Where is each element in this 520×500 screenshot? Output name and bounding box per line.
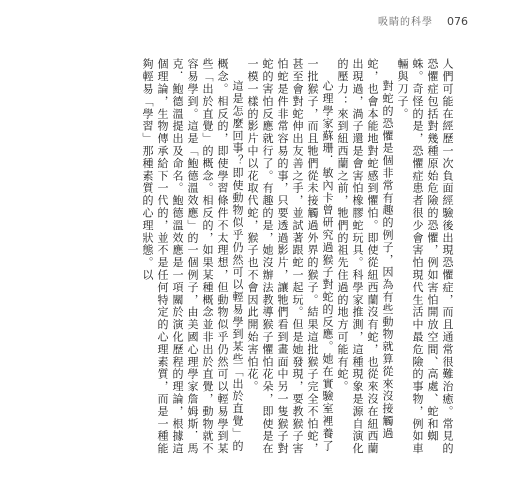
page-number: 076	[447, 15, 468, 28]
running-title: 吸睛的科學	[378, 17, 433, 28]
vertical-body-text	[63, 58, 455, 458]
paragraph: 這是怎麼回事？即使動物似乎仍然可以輕易學到某些「出於直覺」的概念。相反的，即使學習條件不太理想，但動物似乎仍然可以輕易學到某些「出於直覺」的概念。相反的，如果某種概念並非出於直覺，動物就不容易學到。這是「鮑德溫效應」的一個例子，由美國心理學家詹姆斯．馬克．鮑德溫提出及命名。鮑德溫效應是一項關於演化歷程的理論，根據這個理論，生物傳承給下一代的，並不是任何特定的心理素質，而是一種能夠輕易「學習」那種素質的心理狀態。以	[141, 58, 244, 455]
paragraph: 人們可能在經歷一次負面經驗後出現恐懼症，而且通常很難治癒。常見的恐懼症包括對幾種原始危險的恐懼，例如害怕開放空間、高處、蛇和蜘蛛。奇怪的是，恐懼症患者很少會害怕現代生活中最危險的事物，例如車輛與刀子。	[396, 58, 454, 455]
page-header	[378, 13, 468, 28]
paragraph: 對蛇的恐懼是個非常有趣的例子，因為有些動物就算從來沒接觸過蛇，也會本能地對蛇感到懼怕。即使從紐西蘭沒有蛇，也從來沒在紐西蘭出現過，渦子還是會害怕橡膠蛇玩具。科學家推測，這種現象是源自演化的壓力：來到紐西蘭之前，牠們的祖先住過的地方可能有蛇。	[336, 58, 394, 455]
paragraph: 心理學家蘇珊．敏內卡曾研究過猴子對蛇的反應。她在實驗室裡養了一批猴子，而且牠們從未接觸過外界的猴子。結果這批猴子完全不怕蛇，甚至會對蛇伸出友善之手，並試著跟蛇一起玩。但是她發現，要教猴子害怕蛇是件非常容易的事，只要透過影片，讓牠們看到畫面中另一隻猴子對蛇的害怕反應就行了。有趣的是，她沒辦法教導猴子懼怕花朵，即使是在一模一樣的影片中以花取代蛇，猴子也不會因此開始害怕花。	[246, 58, 334, 455]
